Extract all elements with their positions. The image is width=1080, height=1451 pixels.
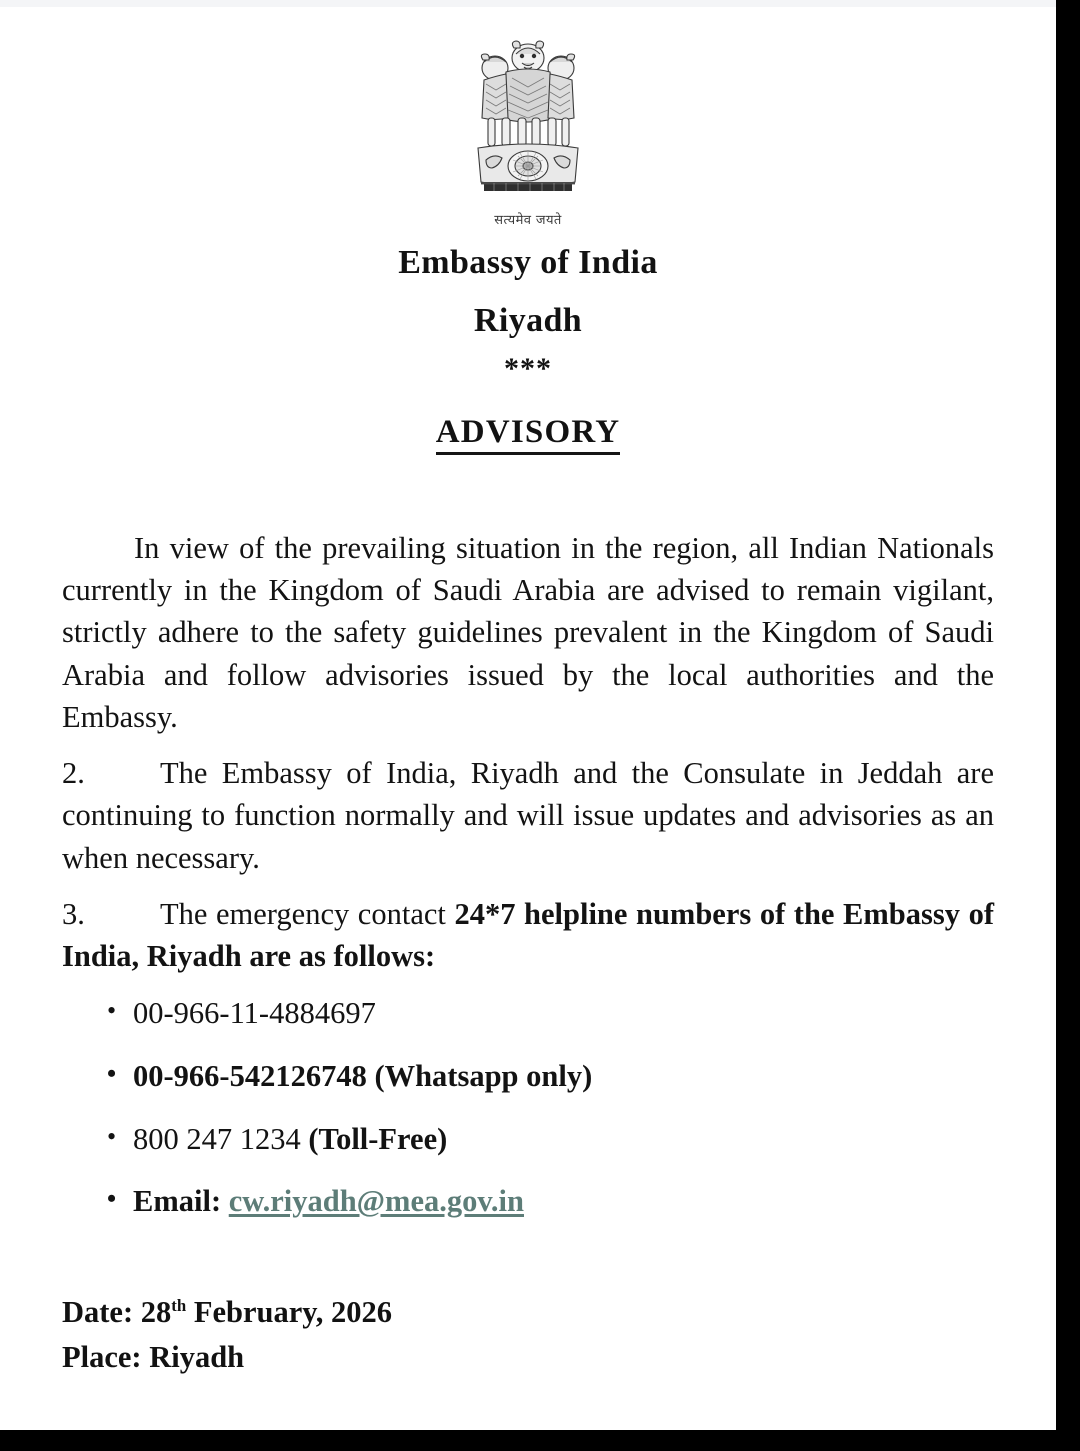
page-title: ADVISORY bbox=[436, 414, 620, 455]
scan-edge-top bbox=[0, 0, 1056, 7]
state-emblem-of-india-icon bbox=[462, 36, 594, 228]
bullet-icon: • bbox=[107, 1058, 117, 1088]
date-ordinal-suffix: th bbox=[171, 1295, 187, 1315]
contact-value: 00-966-542126748 (Whatsapp only) bbox=[133, 1058, 593, 1093]
paragraph-2-number: 2. bbox=[62, 756, 85, 791]
contact-value-suffix: (Toll-Free) bbox=[308, 1121, 448, 1156]
place-label: Place: bbox=[62, 1340, 142, 1375]
contact-value: 800 247 1234 bbox=[133, 1121, 309, 1156]
list-item-email bbox=[107, 1183, 994, 1220]
contact-value: 00-966-11-4884697 bbox=[133, 996, 376, 1031]
organization-name: Embassy of India bbox=[398, 244, 658, 281]
paragraph-3-bold-text: 24*7 helpline numbers of the Embassy of India, Riyadh are as follows: bbox=[62, 896, 994, 974]
document-signoff bbox=[62, 1290, 994, 1382]
date-day: 28 bbox=[140, 1294, 172, 1329]
date-label: Date: bbox=[62, 1294, 134, 1329]
paragraph-3 bbox=[62, 893, 994, 977]
paragraph-2-text: The Embassy of India, Riyadh and the Consulate in Jeddah are continuing to function normally and will issue updates and advisories as an when necessary. bbox=[62, 756, 994, 875]
email-link[interactable]: cw.riyadh@mea.gov.in bbox=[228, 1184, 524, 1219]
document-header bbox=[0, 0, 1056, 455]
email-label: Email: bbox=[133, 1184, 222, 1219]
emblem-motto: सत्यमेव जयते bbox=[494, 213, 562, 228]
paragraph-3-number: 3. bbox=[62, 896, 85, 931]
bullet-icon: • bbox=[107, 996, 117, 1026]
paragraph-2 bbox=[62, 752, 994, 879]
list-item-phone-landline bbox=[107, 995, 994, 1032]
scan-edge-right bbox=[1056, 0, 1080, 1451]
scan-edge-bottom bbox=[0, 1430, 1080, 1451]
bullet-icon: • bbox=[107, 1121, 117, 1151]
list-item-phone-whatsapp bbox=[107, 1058, 994, 1095]
list-item-phone-tollfree bbox=[107, 1121, 994, 1158]
document-body bbox=[0, 527, 1056, 1381]
place-value: Riyadh bbox=[149, 1340, 245, 1375]
date-rest: February, 2026 bbox=[186, 1294, 393, 1329]
emergency-contact-list bbox=[62, 995, 994, 1219]
date-line bbox=[62, 1290, 994, 1336]
paragraph-1: In view of the prevailing situation in the region, all Indian Nationals currently in the Kingdom of Saudi Arabia are advised to remain vigilant, strictly adhere to the safety guidelines prevalent in the Kingdom of Saudi Arabia and follow advisories issued by the local authorities and the Embassy. bbox=[62, 531, 994, 734]
organization-city: Riyadh bbox=[473, 302, 583, 339]
decorative-separator: *** bbox=[504, 352, 552, 385]
place-line bbox=[62, 1335, 994, 1381]
bullet-icon: • bbox=[107, 1184, 117, 1214]
paragraph-3-lead-text: The emergency contact bbox=[160, 896, 455, 931]
